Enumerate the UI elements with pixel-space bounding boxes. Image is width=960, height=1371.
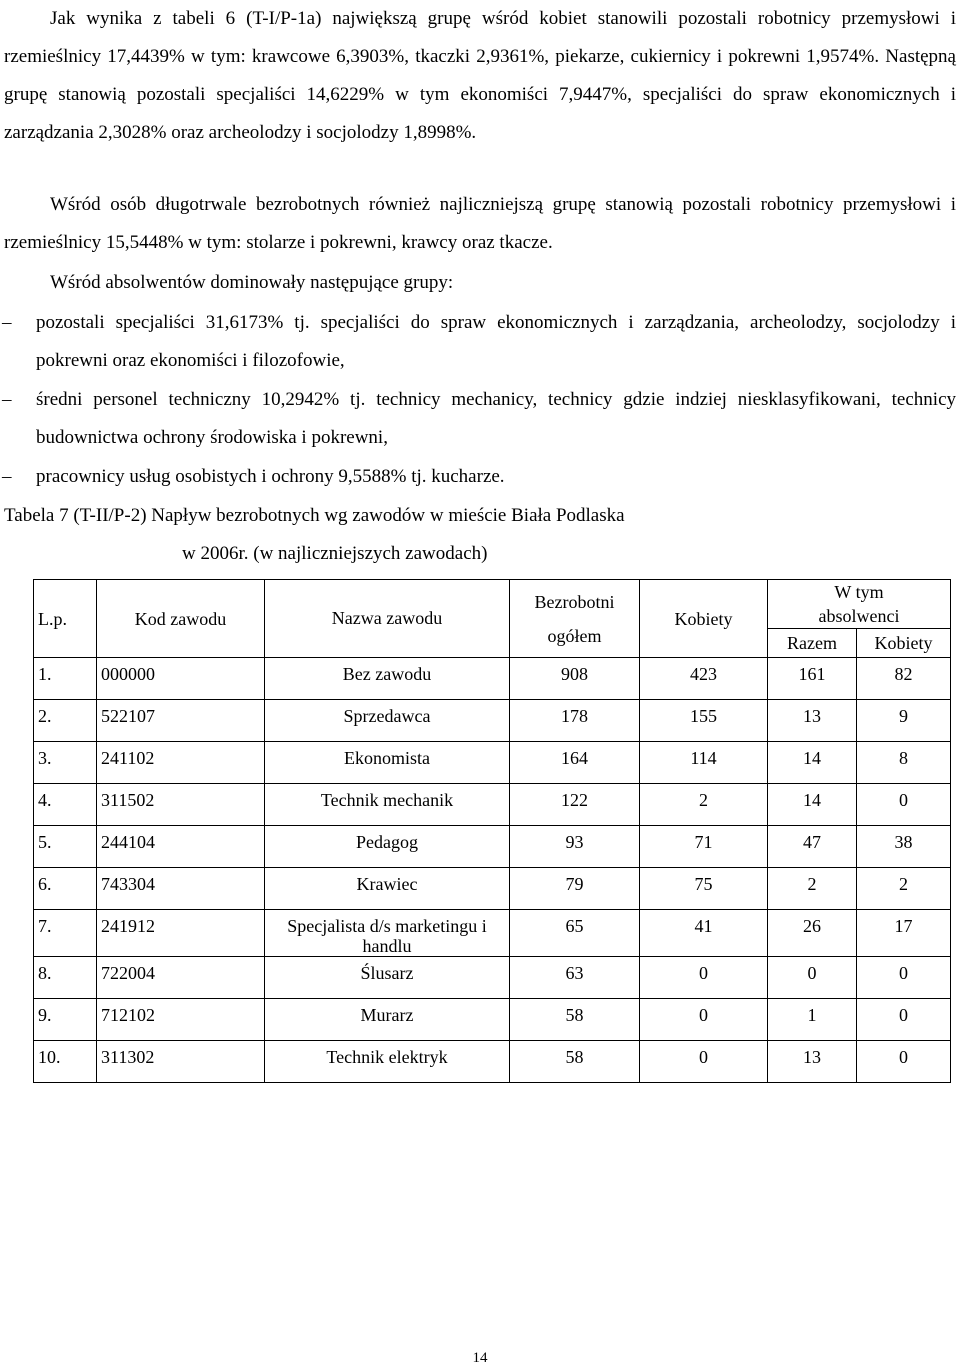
- cell-grad-total: 13: [768, 700, 857, 742]
- cell-grad-women: 8: [857, 742, 951, 784]
- cell-code: 712102: [97, 999, 265, 1041]
- cell-women: 71: [640, 826, 768, 868]
- cell-grad-total: 14: [768, 742, 857, 784]
- table-row: [34, 1041, 951, 1083]
- cell-code: 743304: [97, 868, 265, 910]
- cell-women: 0: [640, 957, 768, 999]
- header-grad-women: Kobiety: [857, 629, 951, 658]
- cell-name: Technik elektryk: [265, 1041, 510, 1083]
- cell-grad-women: 0: [857, 957, 951, 999]
- cell-women: 155: [640, 700, 768, 742]
- paragraph-graduates-intro: Wśród absolwentów dominowały następujące grupy:: [50, 272, 454, 293]
- cell-grad-women: 17: [857, 910, 951, 957]
- paragraph-long-term-unemployed: Wśród osób długotrwale bezrobotnych również najliczniejszą grupę stanowią pozostali robotnicy przemysłowi i rzemieślnicy 15,5448% w tym: stolarze i pokrewni, krawcy oraz tkacze.: [4, 194, 956, 253]
- cell-total: 908: [510, 658, 640, 700]
- cell-total: 65: [510, 910, 640, 957]
- cell-grad-total: 0: [768, 957, 857, 999]
- cell-lp: 2.: [34, 700, 97, 742]
- header-total-line1: Bezrobotni: [534, 591, 615, 612]
- cell-code: 244104: [97, 826, 265, 868]
- cell-lp: 3.: [34, 742, 97, 784]
- header-code: Kod zawodu: [97, 580, 265, 658]
- cell-lp: 7.: [34, 910, 97, 957]
- cell-total: 164: [510, 742, 640, 784]
- cell-women: 114: [640, 742, 768, 784]
- cell-code: 000000: [97, 658, 265, 700]
- cell-name: Bez zawodu: [265, 658, 510, 700]
- table-row: [34, 910, 951, 957]
- header-graduates-group: [768, 580, 951, 629]
- dash-bullet: –: [2, 389, 12, 410]
- cell-lp: 9.: [34, 999, 97, 1041]
- cell-grad-total: 14: [768, 784, 857, 826]
- cell-grad-total: 2: [768, 868, 857, 910]
- cell-name: Specjalista d/s marketingu i handlu: [265, 910, 510, 957]
- cell-code: 311302: [97, 1041, 265, 1083]
- list-item-text: pracownicy usług osobistych i ochrony 9,5588% tj. kucharze.: [36, 466, 505, 487]
- cell-lp: 4.: [34, 784, 97, 826]
- cell-grad-women: 0: [857, 784, 951, 826]
- cell-grad-women: 9: [857, 700, 951, 742]
- unemployment-by-occupation-table: [33, 579, 951, 1083]
- cell-grad-total: 161: [768, 658, 857, 700]
- table-row: [34, 999, 951, 1041]
- header-wtym: W tym: [834, 582, 884, 602]
- list-item-personal-services: [2, 458, 956, 496]
- header-graduates: absolwenci: [818, 606, 900, 626]
- header-lp: L.p.: [34, 580, 97, 658]
- header-name: Nazwa zawodu: [265, 580, 510, 658]
- header-grad-total: Razem: [768, 629, 857, 658]
- table-row: [34, 700, 951, 742]
- cell-code: 722004: [97, 957, 265, 999]
- cell-name: Pedagog: [265, 826, 510, 868]
- cell-grad-total: 1: [768, 999, 857, 1041]
- page-number: 14: [472, 1350, 488, 1366]
- cell-grad-total: 13: [768, 1041, 857, 1083]
- table-row: [34, 826, 951, 868]
- cell-lp: 8.: [34, 957, 97, 999]
- cell-women: 0: [640, 999, 768, 1041]
- table-caption-line1: Tabela 7 (T-II/P-2) Napływ bezrobotnych wg zawodów w mieście Biała Podlaska: [4, 505, 625, 526]
- cell-total: 93: [510, 826, 640, 868]
- cell-name: Technik mechanik: [265, 784, 510, 826]
- cell-women: 423: [640, 658, 768, 700]
- paragraph-women-groups: Jak wynika z tabeli 6 (T-I/P-1a) największą grupę wśród kobiet stanowili pozostali robotnicy przemysłowi i rzemieślnicy 17,4439% w tym: krawcowe 6,3903%, tkaczki 2,9361%, piekarze, cukiernicy i pokrewni 1,9574%. Następną grupę stanowią pozostali specjaliści 14,6229% w tym ekonomiści 7,9447%, specjaliści do spraw ekonomicznych i zarządzania 2,3028% oraz archeolodzy i socjolodzy 1,8998%.: [4, 8, 956, 143]
- cell-grad-women: 82: [857, 658, 951, 700]
- cell-total: 79: [510, 868, 640, 910]
- list-item-specialists: [2, 304, 956, 380]
- cell-lp: 5.: [34, 826, 97, 868]
- list-item-text: średni personel techniczny 10,2942% tj. technicy mechanicy, technicy gdzie indziej niesklasyfikowani, technicy budownictwa ochrony środowiska i pokrewni,: [36, 389, 956, 448]
- cell-code: 241912: [97, 910, 265, 957]
- cell-women: 0: [640, 1041, 768, 1083]
- cell-total: 122: [510, 784, 640, 826]
- cell-grad-women: 2: [857, 868, 951, 910]
- cell-name: Murarz: [265, 999, 510, 1041]
- cell-lp: 10.: [34, 1041, 97, 1083]
- list-item-technical-staff: [2, 381, 956, 457]
- cell-name: Krawiec: [265, 868, 510, 910]
- table-row: [34, 957, 951, 999]
- dash-bullet: –: [2, 312, 12, 333]
- cell-total: 63: [510, 957, 640, 999]
- cell-grad-women: 38: [857, 826, 951, 868]
- table-row: [34, 658, 951, 700]
- table-row: [34, 784, 951, 826]
- cell-total: 178: [510, 700, 640, 742]
- cell-lp: 1.: [34, 658, 97, 700]
- cell-lp: 6.: [34, 868, 97, 910]
- cell-total: 58: [510, 1041, 640, 1083]
- table-row: [34, 868, 951, 910]
- cell-name: Sprzedawca: [265, 700, 510, 742]
- cell-women: 2: [640, 784, 768, 826]
- list-item-text: pozostali specjaliści 31,6173% tj. specjaliści do spraw ekonomicznych i zarządzania, archeolodzy, socjolodzy i pokrewni oraz ekonomiści i filozofowie,: [36, 312, 956, 371]
- cell-total: 58: [510, 999, 640, 1041]
- cell-women: 41: [640, 910, 768, 957]
- table-body: [34, 580, 951, 1083]
- header-total: [510, 580, 640, 658]
- cell-grad-women: 0: [857, 999, 951, 1041]
- cell-grad-total: 47: [768, 826, 857, 868]
- cell-women: 75: [640, 868, 768, 910]
- cell-code: 241102: [97, 742, 265, 784]
- table-header-row: [34, 580, 951, 629]
- header-women: Kobiety: [640, 580, 768, 658]
- cell-name: Ślusarz: [265, 957, 510, 999]
- header-total-line2: ogółem: [547, 625, 602, 646]
- table-caption-line2: w 2006r. (w najliczniejszych zawodach): [182, 543, 488, 564]
- cell-grad-total: 26: [768, 910, 857, 957]
- dash-bullet: –: [2, 466, 12, 487]
- cell-code: 522107: [97, 700, 265, 742]
- cell-name: Ekonomista: [265, 742, 510, 784]
- cell-code: 311502: [97, 784, 265, 826]
- table-row: [34, 742, 951, 784]
- cell-grad-women: 0: [857, 1041, 951, 1083]
